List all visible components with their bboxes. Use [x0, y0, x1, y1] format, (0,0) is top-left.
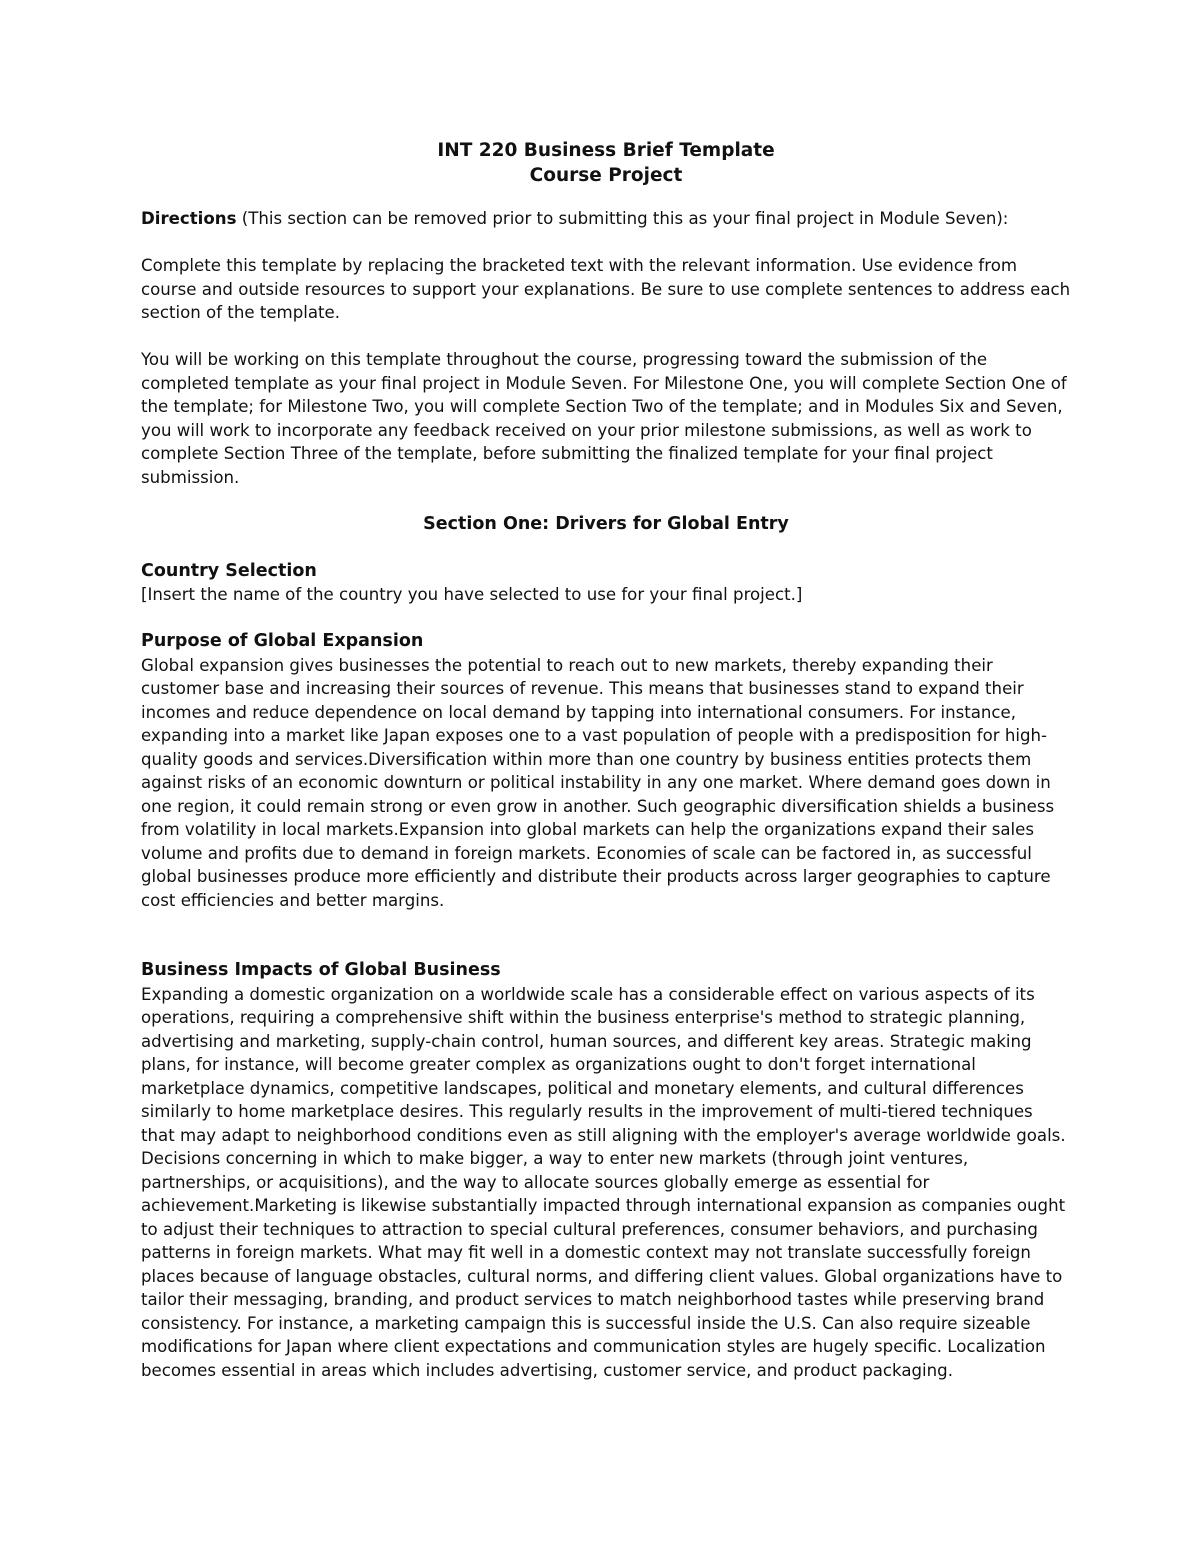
milestones-paragraph: You will be working on this template throughout the course, progressing toward the submission of the completed template as your final project in Module Seven. For Milestone One, you will complete Section One of the template; for Milestone Two, you will complete Section Two of the template; and in Modules Six and Seven, you will work to incorporate any feedback received on your prior milestone submissions, as well as work to complete Section Three of the template, before submitting the finalized template for your final project submission.: [141, 350, 1067, 487]
impacts-text: Expanding a domestic organization on a worldwide scale has a considerable effect on various aspects of its operations, requiring a comprehensive shift within the business enterprise's method to strategic planning, advertising and marketing, supply-chain control, human sources, and different key areas. Strategic making plans, for instance, will become greater complex as organizations ought to don't forget international marketplace dynamics, competitive landscapes, political and monetary elements, and cultural differences similarly to home marketplace desires. This regularly results in the improvement of multi-tiered techniques that may adapt to neighborhood conditions even as still aligning with the employer's average worldwide goals. Decisions concerning in which to make bigger, a way to enter new markets (through joint ventures, partnerships, or acquisitions), and the way to allocate sources globally emerge as essential for achievement.Marketing is likewise substantially impacted through international expansion as companies ought to adjust their techniques to attraction to special cultural preferences, consumer behaviors, and purchasing patterns in foreign markets. What may fit well in a domestic context may not translate successfully foreign places because of language obstacles, cultural norms, and differing client values. Global organizations have to tailor their messaging, branding, and product services to match neighborhood tastes while preserving brand consistency. For instance, a marketing campaign this is successful inside the U.S. Can also require sizeable modifications for Japan where client expectations and communication styles are hugely specific. Localization becomes essential in areas which includes advertising, customer service, and product packaging.: [141, 984, 1066, 1380]
directions-note: (This section can be removed prior to submitting this as your final project in Module Seven):: [236, 209, 1009, 228]
document-subtitle: Course Project: [529, 165, 683, 186]
purpose-text: Global expansion gives businesses the potential to reach out to new markets, thereby expanding their customer base and increasing their sources of revenue. This means that businesses stand to expand their incomes and reduce dependence on local demand by tapping into international consumers. For instance, expanding into a market like Japan exposes one to a vast population of people with a predisposition for high-quality goods and services.Diversification within more than one country by business entities protects them against risks of an economic downturn or political instability in any one market. Where demand goes down in one region, it could remain strong or even grow in another. Such geographic diversification shields a business from volatility in local markets.Expansion into global markets can help the organizations expand their sales volume and profits due to demand in foreign markets. Economies of scale can be factored in, as successful global businesses produce more efficiently and distribute their products across larger geographies to capture cost efficiencies and better margins.: [141, 655, 1055, 910]
country-selection-text: [Insert the name of the country you have selected to use for your final project.]: [141, 585, 803, 604]
directions-label: Directions: [141, 209, 237, 228]
section-one-heading: Section One: Drivers for Global Entry: [423, 513, 789, 534]
country-selection-heading: Country Selection: [141, 560, 317, 581]
impacts-heading: Business Impacts of Global Business: [141, 960, 501, 980]
directions-line: [141, 207, 1071, 231]
purpose-heading: Purpose of Global Expansion: [141, 631, 424, 651]
instructions-paragraph: Complete this template by replacing the bracketed text with the relevant information. Use evidence from course and outside resources to support your explanations. Be sure to use complete sentences to address each section of the template.: [141, 256, 1071, 322]
document-page: [141, 138, 1071, 1382]
document-title: INT 220 Business Brief Template: [437, 140, 775, 161]
